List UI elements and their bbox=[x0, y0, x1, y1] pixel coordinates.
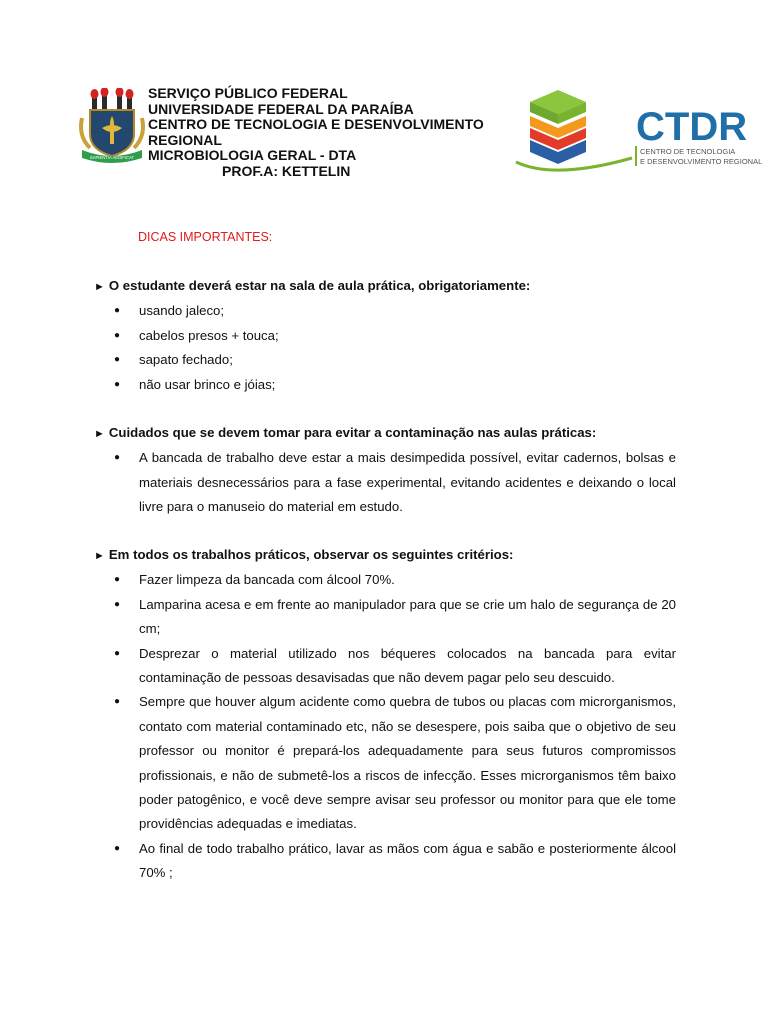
torch-icons bbox=[91, 88, 134, 110]
tips-title: DICAS IMPORTANTES: bbox=[138, 230, 273, 244]
ctdr-subtitle-2: E DESENVOLVIMENTO REGIONAL bbox=[640, 157, 763, 166]
list-item: ● cabelos presos + touca; bbox=[94, 324, 676, 348]
bullet-icon: ● bbox=[114, 452, 121, 464]
list-item: ● Desprezar o material utilizado nos béqueres colocados na bancada para evitar contaminação de pessoas desavisadas que não devem pagar pelo seu descuido. bbox=[94, 642, 676, 691]
section-heading: ► O estudante deverá estar na sala de aula prática, obrigatoriamente: bbox=[94, 278, 531, 293]
criteria-list bbox=[94, 568, 676, 885]
ufpb-motto: SAPIENTIA AEDIFICAT bbox=[89, 155, 135, 160]
list-item: ● Fazer limpeza da bancada com álcool 70%. bbox=[94, 568, 676, 592]
list-item: ● sapato fechado; bbox=[94, 348, 676, 372]
bullet-icon: ● bbox=[114, 696, 121, 708]
bullet-icon: ● bbox=[114, 378, 121, 390]
header-line: SERVIÇO PÚBLICO FEDERAL bbox=[148, 85, 348, 101]
bullet-icon: ● bbox=[114, 354, 121, 366]
pointer-arrow-icon: ► bbox=[94, 550, 105, 562]
header-institution-block bbox=[148, 86, 518, 179]
ctdr-cube-icon bbox=[530, 90, 586, 164]
list-item: ● não usar brinco e jóias; bbox=[94, 373, 676, 397]
list-item: ● A bancada de trabalho deve estar a mais desimpedida possível, evitar cadernos, bolsas e materiais desnecessários para a fase experimental, evitando acidentes e deixando o local livre para o manuseio do material em estudo. bbox=[94, 446, 676, 519]
pointer-arrow-icon: ► bbox=[94, 428, 105, 440]
care-list bbox=[94, 446, 676, 519]
ctdr-subtitle-1: CENTRO DE TECNOLOGIA bbox=[640, 147, 736, 156]
list-item: ● usando jaleco; bbox=[94, 299, 676, 323]
list-item: ● Sempre que houver algum acidente como quebra de tubos ou placas com microrganismos, contato com material contaminado etc, não se desespere, pois saiba que o objetivo de seu professor ou monitor é prepará-los adequadamente para seus futuros compromissos profissionais, e não de submetê-los a riscos de infecção. Esses microrganismos têm baixo poder patogênico, e você deve sempre avisar seu professor ou monitor para que ele tome providências adequadas e imediatas. bbox=[94, 690, 676, 836]
section-student-requirements bbox=[94, 274, 676, 397]
list-item: ● Ao final de todo trabalho prático, lavar as mãos com água e sabão e posteriormente álcool 70% ; bbox=[94, 837, 676, 886]
bullet-icon: ● bbox=[114, 574, 121, 586]
section-contamination-care bbox=[94, 421, 676, 520]
ctdr-logo bbox=[514, 84, 768, 180]
header-line-professor: PROF.A: KETTELIN bbox=[222, 162, 351, 179]
section-practical-criteria bbox=[94, 543, 676, 886]
header-line: MICROBIOLOGIA GERAL - DTA bbox=[148, 147, 357, 163]
list-item: ● Lamparina acesa e em frente ao manipulador para que se crie um halo de segurança de 20 cm; bbox=[94, 593, 676, 642]
header-line: UNIVERSIDADE FEDERAL DA PARAÍBA bbox=[148, 100, 414, 117]
section-heading: ► Em todos os trabalhos práticos, observar os seguintes critérios: bbox=[94, 547, 514, 562]
bullet-icon: ● bbox=[114, 842, 121, 854]
bullet-icon: ● bbox=[114, 598, 121, 610]
bullet-icon: ● bbox=[114, 647, 121, 659]
requirement-list bbox=[94, 299, 676, 397]
ctdr-name: CTDR bbox=[636, 105, 748, 149]
pointer-arrow-icon: ► bbox=[94, 281, 105, 293]
bullet-icon: ● bbox=[114, 305, 121, 317]
header-line: CENTRO DE TECNOLOGIA E DESENVOLVIMENTO REGIONAL bbox=[148, 116, 484, 148]
ufpb-crest-logo bbox=[78, 88, 146, 166]
section-heading: ► Cuidados que se devem tomar para evitar a contaminação nas aulas práticas: bbox=[94, 425, 597, 440]
bullet-icon: ● bbox=[114, 329, 121, 341]
